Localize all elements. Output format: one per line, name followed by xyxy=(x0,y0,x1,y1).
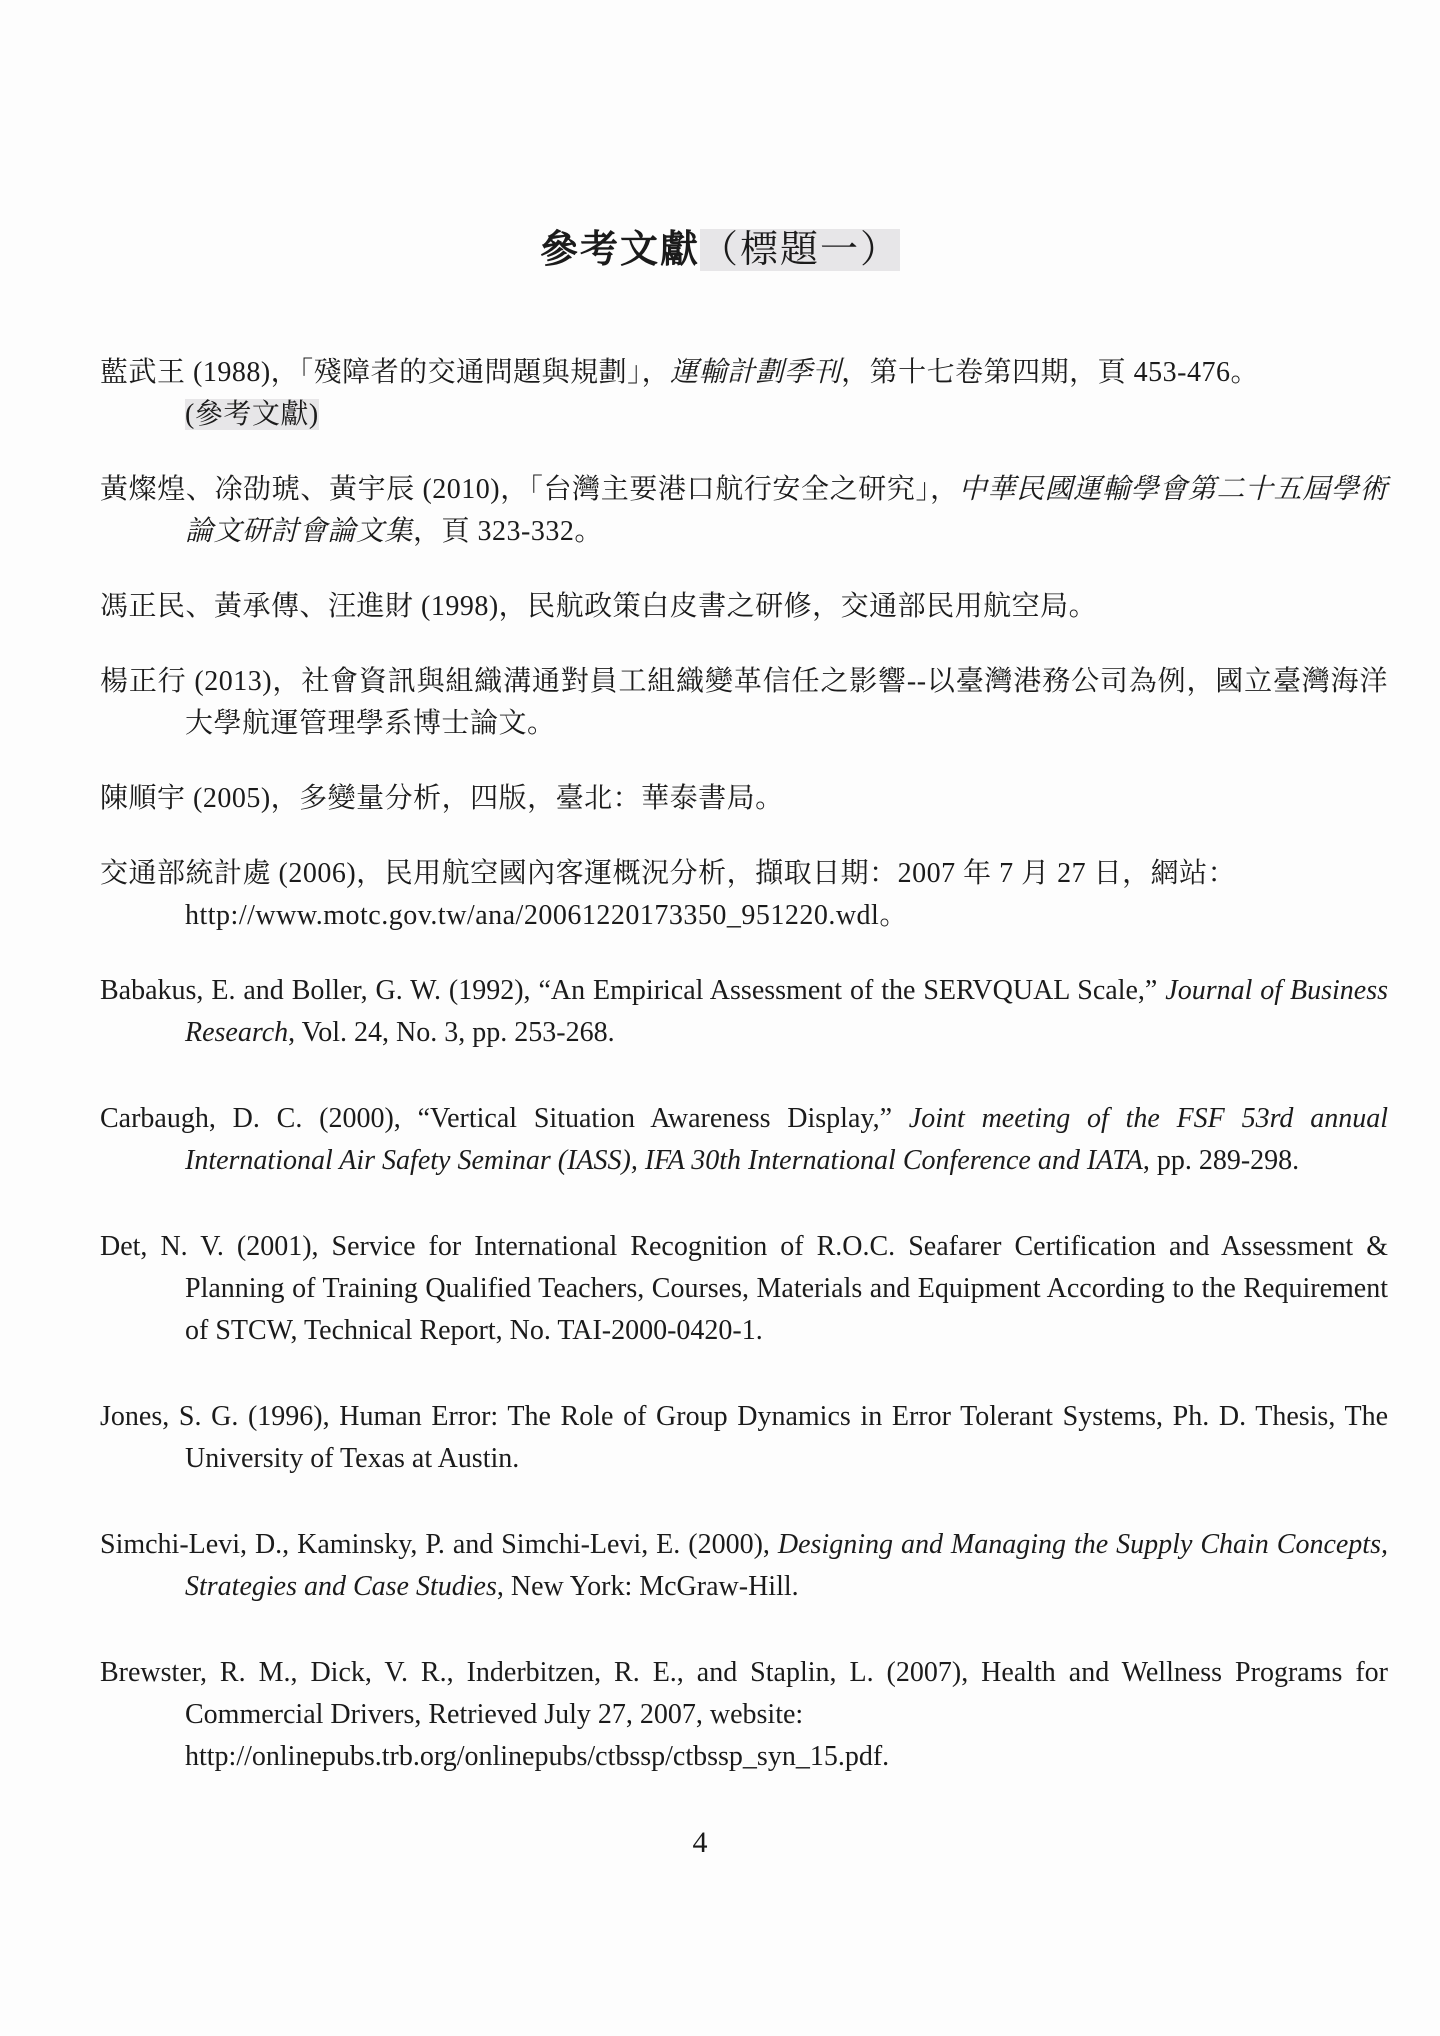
reference-entry xyxy=(100,586,1388,628)
title-text: 參考文獻 xyxy=(539,229,700,271)
reference-entry xyxy=(100,469,1388,553)
reference-text: , pp. 289-298. xyxy=(1142,1145,1300,1176)
reference-entry xyxy=(100,352,1388,436)
reference-text: 陳順宇 (2005)，多變量分析，四版，臺北：華泰書局。 xyxy=(100,783,784,814)
reference-text: Simchi-Levi, D., Kaminsky, P. and Simchi-Levi, E. (2000), xyxy=(100,1529,778,1560)
reference-text: Joint meeting of the FSF 53rd annual International Air Safety Seminar (IASS), IFA 30th International Conference and IATA xyxy=(185,1103,1389,1176)
reference-text: , New York: McGraw-Hill. xyxy=(496,1571,799,1602)
reference-entry xyxy=(100,853,1388,937)
reference-entry xyxy=(100,661,1388,745)
reference-text: 馮正民、黃承傳、汪進財 (1998)，民航政策白皮書之研修，交通部民用航空局。 xyxy=(100,591,1098,622)
reference-text: 。 xyxy=(879,900,908,931)
reference-text: Brewster, R. M., Dick, V. R., Inderbitzen, R. E., and Staplin, L. (2007), Health and Wellness Programs for Commercial Drivers, Retrieved July 27, 2007, website: xyxy=(100,1657,1388,1730)
reference-entry xyxy=(100,1226,1388,1352)
reference-text: . xyxy=(882,1741,890,1772)
reference-text: 藍武王 (1988)，「殘障者的交通問題與規劃」， xyxy=(100,357,671,388)
reference-entry xyxy=(100,1524,1388,1608)
reference-text: ，第十七卷第四期，頁 453-476。 xyxy=(841,357,1259,388)
reference-text: Det, N. V. (2001), Service for International Recognition of R.O.C. Seafarer Certification and Assessment & Planning of Training Qualified Teachers, Courses, Materials and Equipment According to the Requirement of STCW, Technical Report, No. TAI-2000-0420-1. xyxy=(100,1231,1388,1346)
reference-text: Journal of Business Research xyxy=(185,975,1388,1048)
reference-text: 中華民國運輸學會第二十五屆學術論文研討會論文集 xyxy=(185,474,1388,547)
reference-entry xyxy=(100,970,1388,1054)
reference-text: Jones, S. G. (1996), Human Error: The Role of Group Dynamics in Error Tolerant Systems, Ph. D. Thesis, The University of Texas at Austin. xyxy=(100,1401,1388,1474)
reference-text: ，頁 323-332。 xyxy=(413,516,603,547)
page-title xyxy=(0,0,1440,276)
reference-text: http://www.motc.gov.tw/ana/20061220173350_951220.wdl xyxy=(185,900,880,931)
reference-text: http://onlinepubs.trb.org/onlinepubs/ctbssp/ctbssp_syn_15.pdf xyxy=(185,1741,883,1772)
reference-text: 交通部統計處 (2006)，民用航空國內客運概況分析，擷取日期：2007 年 7 月 27 日，網站： xyxy=(100,858,1237,889)
reference-entry xyxy=(100,1098,1388,1182)
reference-entry xyxy=(100,1652,1388,1778)
reference-text: Designing and Managing the Supply Chain Concepts, Strategies and Case Studies xyxy=(185,1529,1388,1602)
reference-text: 黃燦煌、凃劭琥、黃宇辰 (2010)，「台灣主要港口航行安全之研究」， xyxy=(100,474,959,505)
reference-text: Carbaugh, D. C. (2000), “Vertical Situation Awareness Display,” xyxy=(100,1103,909,1134)
reference-text: 楊正行 (2013)，社會資訊與組織溝通對員工組織變革信任之影響--以臺灣港務公司為例，國立臺灣海洋大學航運管理學系博士論文。 xyxy=(100,666,1388,739)
reference-text: Babakus, E. and Boller, G. W. (1992), “An Empirical Assessment of the SERVQUAL Scale,” xyxy=(100,975,1166,1006)
reference-text: , Vol. 24, No. 3, pp. 253-268. xyxy=(288,1017,615,1048)
title-highlight: （標題一） xyxy=(700,229,901,271)
reference-entry xyxy=(100,1396,1388,1480)
reference-text: 運輸計劃季刊 xyxy=(670,357,842,388)
reference-entry xyxy=(100,778,1388,820)
highlighted-annotation: (參考文獻) xyxy=(185,399,319,430)
page-number: 4 xyxy=(692,1826,708,1859)
reference-list xyxy=(0,352,1440,1778)
